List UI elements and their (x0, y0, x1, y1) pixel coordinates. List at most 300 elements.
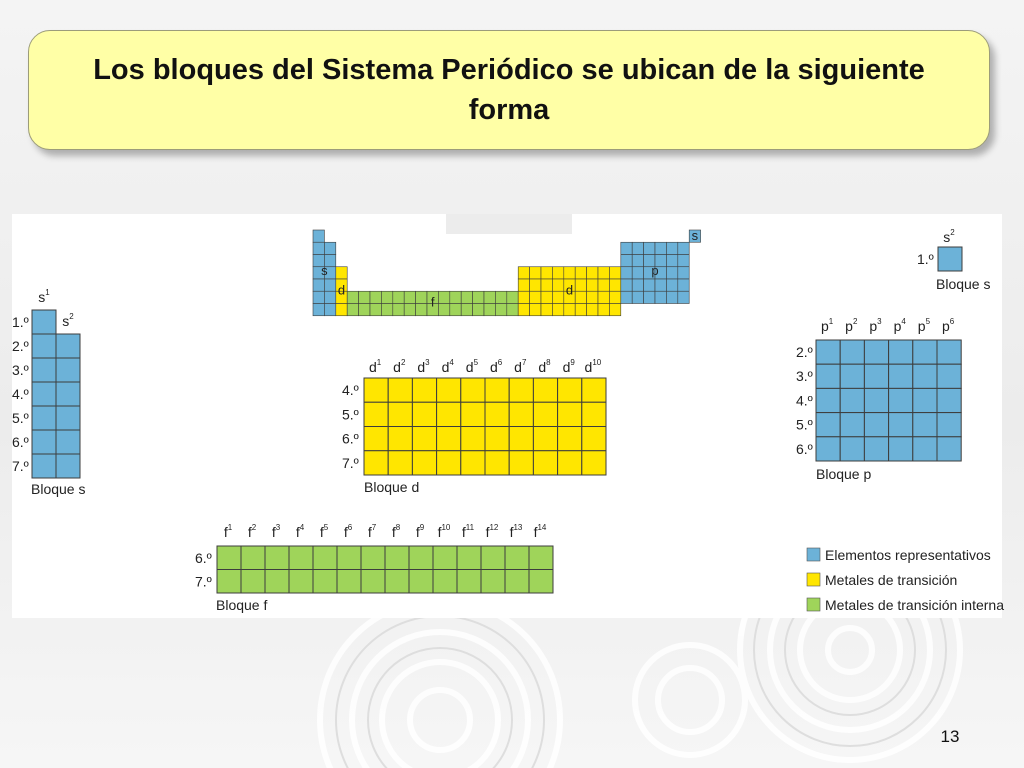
table-cell (552, 279, 563, 291)
grid-cell (481, 546, 505, 570)
grid-cell (864, 413, 888, 437)
grid-cell (481, 570, 505, 594)
table-cell (416, 304, 427, 316)
table-cell (678, 279, 689, 291)
grid-cell (913, 340, 937, 364)
grid-cell (937, 437, 961, 461)
grid-cell (461, 378, 485, 402)
block-f-header-letter: f (319, 524, 324, 540)
grid-cell (412, 427, 436, 451)
table-cell (347, 291, 358, 303)
table-cell (336, 267, 347, 279)
block-d-header (585, 358, 602, 375)
table-cell (495, 291, 506, 303)
grid-cell (913, 437, 937, 461)
block-s-right-header-sup: 2 (950, 228, 955, 237)
overview-label-s: s (321, 262, 328, 278)
grid-cell (937, 340, 961, 364)
grid-cell (558, 378, 582, 402)
grid-cell (388, 378, 412, 402)
block-d-header-letter: d (584, 359, 593, 375)
block-d-header (514, 358, 527, 375)
grid-cell (913, 413, 937, 437)
grid-cell (361, 546, 385, 570)
grid-cell (558, 451, 582, 475)
overview-label-s-top: s (691, 228, 699, 243)
block-f-header (416, 523, 425, 540)
grid-cell (485, 402, 509, 426)
table-cell (461, 304, 472, 316)
grid-cell (217, 546, 241, 570)
grid-cell (433, 570, 457, 594)
block-p-header-letter: p (917, 318, 926, 334)
block-f-caption: Bloque f (216, 597, 268, 613)
table-cell (530, 304, 541, 316)
table-cell (461, 291, 472, 303)
block-p-grid (816, 340, 961, 461)
block-f-header-letter: f (437, 524, 442, 540)
table-cell (621, 267, 632, 279)
grid-cell (461, 402, 485, 426)
table-cell (587, 291, 598, 303)
block-d-header (466, 358, 479, 375)
grid-cell (32, 454, 56, 478)
block-p-header-sup: 4 (901, 317, 906, 326)
grid-cell (364, 427, 388, 451)
block-f-header-sup: 1 (227, 523, 233, 532)
grid-cell (56, 334, 80, 358)
block-f-header (272, 523, 281, 540)
grid-cell (56, 430, 80, 454)
grid-cell (265, 570, 289, 594)
grid-cell (937, 388, 961, 412)
grid-cell (840, 437, 864, 461)
grid-cell (217, 570, 241, 594)
block-d-header-sup: 9 (570, 358, 575, 367)
grid-cell (412, 451, 436, 475)
block-f-header (392, 523, 401, 540)
grid-cell (889, 437, 913, 461)
block-d-header-sup: 2 (400, 358, 406, 367)
block-f-header-sup: 9 (419, 523, 425, 532)
block-p-period: 4.º (796, 392, 813, 409)
block-f-header-letter: f (271, 524, 276, 540)
block-f-header-sup: 13 (513, 523, 523, 532)
block-f-header (224, 523, 233, 540)
block-d (342, 358, 606, 495)
block-p-header-sup: 3 (877, 317, 882, 326)
table-cell (450, 291, 461, 303)
table-cell (678, 291, 689, 303)
block-d-header-sup: 5 (473, 358, 479, 367)
grid-cell (509, 427, 533, 451)
grid-cell (265, 546, 289, 570)
table-cell (564, 267, 575, 279)
block-p-header-sup: 1 (828, 317, 834, 326)
table-cell (609, 304, 620, 316)
block-f-header (344, 523, 353, 540)
grid-cell (864, 364, 888, 388)
grid-cell (505, 570, 529, 594)
grid-cell (485, 378, 509, 402)
table-cell (495, 304, 506, 316)
table-cell (381, 291, 392, 303)
table-cell (313, 279, 324, 291)
block-p-header-letter: p (941, 318, 950, 334)
block-d-header-sup: 8 (546, 358, 551, 367)
table-cell (473, 291, 484, 303)
grid-cell (864, 388, 888, 412)
block-f-header-letter: f (533, 524, 538, 540)
block-p-header (894, 317, 907, 334)
table-cell (484, 304, 495, 316)
block-s-right-period: 1.º (917, 251, 934, 267)
block-d-header-letter: d (441, 359, 450, 375)
grid-cell (409, 546, 433, 570)
grid-cell (558, 402, 582, 426)
block-d-header (442, 358, 455, 375)
table-cell (518, 279, 529, 291)
block-d-header-sup: 10 (592, 358, 602, 367)
table-cell (678, 267, 689, 279)
table-cell (313, 230, 324, 242)
block-s-right-cell (938, 247, 962, 271)
grid-cell (412, 378, 436, 402)
overview-label-d-right: d (565, 282, 574, 298)
table-cell (666, 279, 677, 291)
grid-cell (412, 402, 436, 426)
grid-cell (840, 388, 864, 412)
table-cell (347, 304, 358, 316)
block-f-header-letter: f (343, 524, 348, 540)
table-cell (678, 255, 689, 267)
grid-cell (385, 546, 409, 570)
grid-cell (509, 378, 533, 402)
table-cell (359, 291, 370, 303)
table-cell (666, 267, 677, 279)
block-d-period: 7.º (342, 454, 359, 471)
table-cell (632, 242, 643, 254)
block-d-period: 4.º (342, 382, 359, 398)
block-f-header-sup: 11 (465, 523, 475, 532)
block-f-header-sup: 14 (537, 523, 547, 532)
table-cell (575, 279, 586, 291)
block-f-header-letter: f (509, 524, 514, 540)
grid-cell (529, 570, 553, 594)
block-p-period: 2.º (796, 344, 813, 360)
grid-cell (582, 451, 606, 475)
grid-cell (889, 413, 913, 437)
grid-cell (864, 437, 888, 461)
grid-cell (509, 451, 533, 475)
table-cell (621, 279, 632, 291)
legend-item-label: Metales de transición interna (825, 597, 1004, 613)
table-cell (507, 291, 518, 303)
table-cell (587, 279, 598, 291)
table-cell (404, 304, 415, 316)
grid-cell (485, 451, 509, 475)
table-cell (313, 304, 324, 316)
block-p-period: 6.º (796, 440, 813, 457)
block-p-caption: Bloque p (816, 466, 872, 482)
block-f-header (486, 523, 499, 540)
table-cell (644, 279, 655, 291)
grid-cell (32, 334, 56, 358)
grid-cell (289, 570, 313, 594)
table-cell (393, 291, 404, 303)
table-cell (666, 255, 677, 267)
block-s-left-period: 7.º (12, 458, 29, 474)
block-p-header-letter: p (845, 318, 853, 334)
grid-cell (313, 546, 337, 570)
grid-cell (364, 402, 388, 426)
block-d-caption: Bloque d (364, 479, 420, 495)
grid-cell (433, 546, 457, 570)
grid-cell (533, 451, 557, 475)
table-cell (587, 304, 598, 316)
block-d-period: 6.º (342, 430, 359, 447)
block-p-header-letter: p (820, 318, 829, 334)
block-d-period: 5.º (342, 406, 359, 423)
block-f-header (534, 523, 547, 540)
grid-cell (437, 378, 461, 402)
table-cell (575, 267, 586, 279)
table-cell (632, 267, 643, 279)
grid-cell (816, 340, 840, 364)
block-s-right-header-letter: s (943, 229, 951, 245)
block-f-period: 6.º (195, 550, 212, 566)
block-d-header-sup: 1 (376, 358, 382, 367)
block-d-header-letter: d (465, 359, 474, 375)
block-p-header-sup: 2 (852, 317, 858, 326)
table-cell (541, 267, 552, 279)
grid-cell (32, 406, 56, 430)
block-d-header-letter: d (514, 359, 522, 375)
page-number: 13 (940, 727, 960, 746)
block-s-left-header-1 (38, 288, 50, 305)
block-d-header-letter: d (538, 359, 547, 375)
block-p-header (821, 317, 834, 334)
grid-cell (533, 427, 557, 451)
table-cell (632, 291, 643, 303)
block-d-header-letter: d (393, 359, 401, 375)
grid-cell (388, 402, 412, 426)
table-cell (324, 304, 335, 316)
block-s-left-period: 5.º (12, 410, 29, 426)
grid-cell (437, 451, 461, 475)
grid-cell (385, 570, 409, 594)
grid-cell (505, 546, 529, 570)
table-cell (473, 304, 484, 316)
block-f-header-sup: 6 (347, 523, 353, 532)
table-cell (393, 304, 404, 316)
block-p-period: 5.º (796, 416, 813, 433)
table-cell (632, 255, 643, 267)
block-p-header (918, 317, 931, 334)
table-cell (324, 242, 335, 254)
table-cell (336, 304, 347, 316)
grid-cell (437, 402, 461, 426)
table-cell (541, 304, 552, 316)
block-f-header-letter: f (295, 524, 300, 540)
block-f-header (296, 523, 305, 540)
grid-cell (582, 402, 606, 426)
grid-cell (840, 364, 864, 388)
block-p-period: 3.º (796, 368, 813, 385)
block-s-left-period: 6.º (12, 434, 29, 450)
table-cell (621, 255, 632, 267)
table-cell (404, 291, 415, 303)
grid-cell (533, 402, 557, 426)
table-cell (644, 242, 655, 254)
table-cell (552, 267, 563, 279)
block-s-left-period: 4.º (12, 386, 29, 402)
grid-cell (913, 388, 937, 412)
block-f-header-sup: 4 (299, 523, 305, 532)
block-p-header (869, 317, 882, 334)
legend (807, 547, 1004, 613)
table-cell (621, 291, 632, 303)
block-f-header-sup: 12 (489, 523, 499, 532)
block-d-grid (364, 378, 606, 475)
table-cell (530, 279, 541, 291)
block-s-left-col-2 (56, 334, 80, 478)
grid-cell (241, 570, 265, 594)
grid-cell (364, 451, 388, 475)
block-d-header (490, 358, 503, 375)
legend-swatch (807, 598, 820, 611)
table-cell (609, 279, 620, 291)
grid-cell (889, 364, 913, 388)
table-cell (655, 242, 666, 254)
table-cell (678, 242, 689, 254)
legend-swatch (807, 573, 820, 586)
grid-cell (32, 382, 56, 406)
table-cell (484, 291, 495, 303)
legend-swatch (807, 548, 820, 561)
table-cell (416, 291, 427, 303)
table-cell (450, 304, 461, 316)
table-cell (359, 304, 370, 316)
block-d-header (563, 358, 576, 375)
block-p-header (845, 317, 858, 334)
grid-cell (361, 570, 385, 594)
block-s-left-header-2-letter: s (62, 313, 70, 329)
block-f-header (438, 523, 451, 540)
block-s-left-period: 3.º (12, 362, 29, 378)
block-s-left-caption: Bloque s (31, 481, 86, 497)
table-cell (575, 304, 586, 316)
block-p-header-sup: 5 (925, 317, 931, 326)
table-cell (518, 304, 529, 316)
table-cell (381, 304, 392, 316)
block-f-header (248, 523, 257, 540)
table-cell (666, 242, 677, 254)
grid-cell (32, 430, 56, 454)
table-cell (552, 304, 563, 316)
table-cell (655, 291, 666, 303)
table-cell (313, 242, 324, 254)
block-s-right-caption: Bloque s (936, 276, 991, 292)
table-cell (370, 304, 381, 316)
table-cell (632, 279, 643, 291)
legend-item-label: Elementos representativos (825, 547, 991, 563)
table-cell (575, 291, 586, 303)
block-d-header-letter: d (368, 359, 377, 375)
table-cell (598, 267, 609, 279)
grid-cell (337, 546, 361, 570)
table-cell (370, 291, 381, 303)
table-cell (598, 291, 609, 303)
table-cell (324, 291, 335, 303)
grid-cell (364, 378, 388, 402)
table-cell (530, 291, 541, 303)
block-p-header-letter: p (893, 318, 902, 334)
table-cell (621, 242, 632, 254)
block-f-header (510, 523, 523, 540)
block-s-right-header (943, 228, 955, 245)
table-cell (438, 304, 449, 316)
overview-periodic-table (313, 228, 701, 316)
grid-cell (509, 402, 533, 426)
grid-cell (558, 427, 582, 451)
grid-cell (388, 451, 412, 475)
grid-cell (937, 413, 961, 437)
table-cell (564, 304, 575, 316)
block-f-header-sup: 3 (275, 523, 281, 532)
block-f-header-sup: 7 (371, 523, 377, 532)
block-d-header-sup: 3 (425, 358, 430, 367)
grid-cell (840, 413, 864, 437)
block-s-left-col-1 (32, 310, 56, 478)
grid-cell (889, 388, 913, 412)
grid-cell (32, 310, 56, 334)
grid-cell (241, 546, 265, 570)
grid-cell (938, 247, 962, 271)
grid-cell (337, 570, 361, 594)
table-cell (541, 291, 552, 303)
block-f-header-letter: f (247, 524, 252, 540)
block-d-header (538, 358, 551, 375)
block-s-left-header-2-sup: 2 (69, 312, 74, 321)
grid-cell (388, 427, 412, 451)
legend-item-label: Metales de transición (825, 572, 958, 588)
block-s-left-period: 1.º (12, 314, 29, 330)
grid-cell (529, 546, 553, 570)
grid-cell (32, 358, 56, 382)
block-f-grid (217, 546, 553, 593)
slide-title: Los bloques del Sistema Periódico se ubican de la siguiente forma (93, 54, 925, 126)
block-f-header-sup: 2 (251, 523, 257, 532)
block-d-header-letter: d (417, 359, 426, 375)
overview-label-p: p (651, 262, 659, 278)
block-p-header-sup: 6 (949, 317, 955, 326)
grid-cell (864, 340, 888, 364)
grid-cell (56, 358, 80, 382)
block-d-header-letter: d (562, 359, 571, 375)
block-p-header-letter: p (869, 318, 878, 334)
table-cell (644, 291, 655, 303)
block-d-header (417, 358, 430, 375)
overview-label-f: f (430, 294, 435, 310)
overview-label-d-left: d (337, 282, 346, 298)
block-f-header-sup: 5 (323, 523, 329, 532)
block-f (195, 523, 553, 613)
grid-cell (913, 364, 937, 388)
block-d-header-sup: 6 (497, 358, 503, 367)
grid-cell (816, 364, 840, 388)
grid-cell (457, 570, 481, 594)
